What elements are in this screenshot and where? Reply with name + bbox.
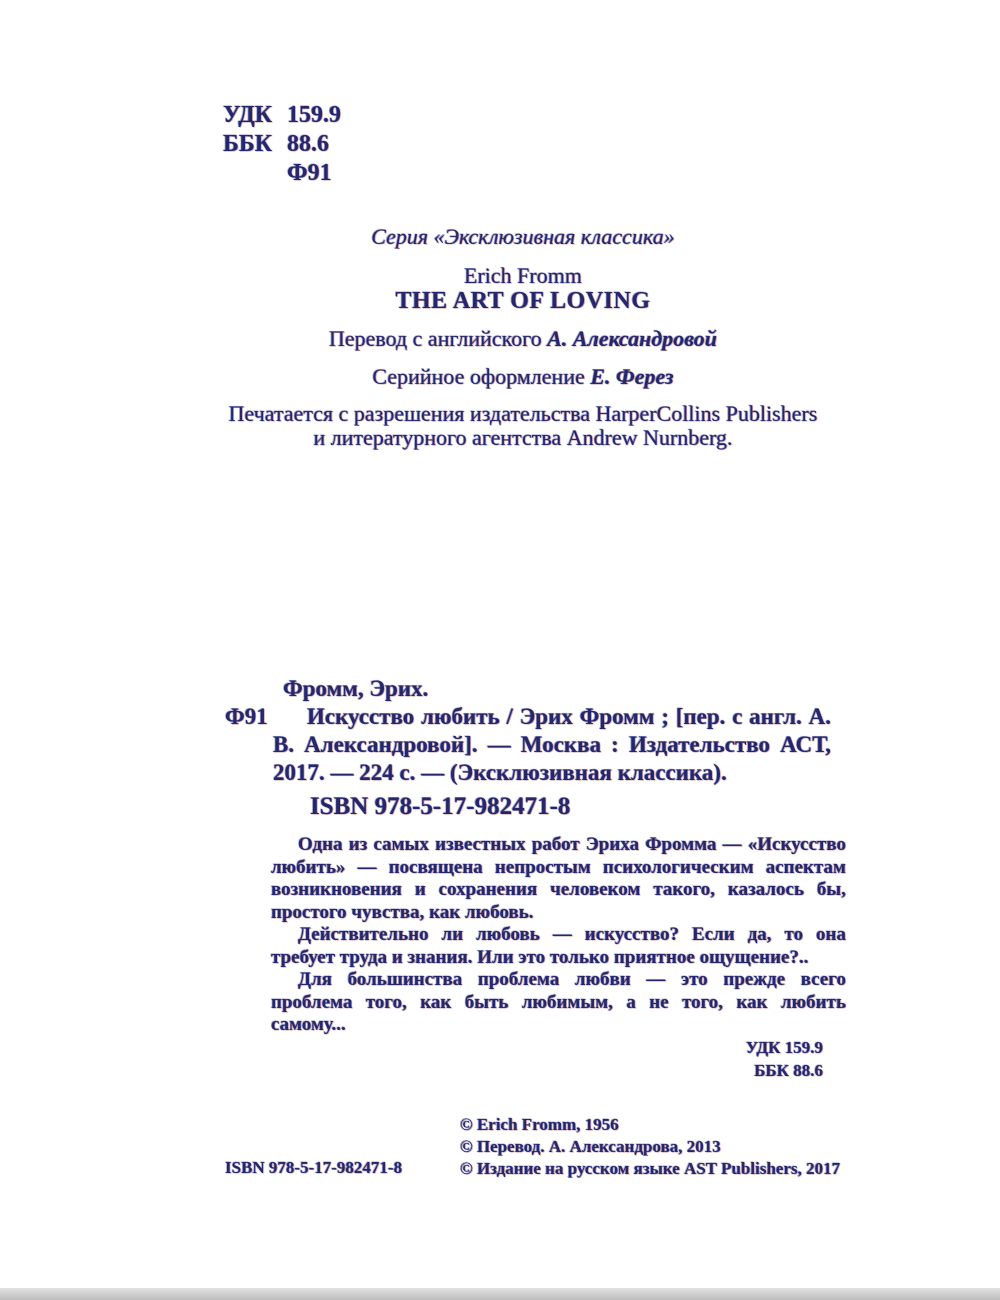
designer-name: Е. Ферез [590, 364, 674, 389]
udk-label: УДК [223, 102, 273, 128]
design-credit [46, 364, 1000, 390]
bbk-row [223, 130, 341, 159]
original-author: Erich Fromm [464, 263, 582, 288]
permission-notice [46, 402, 1000, 450]
copyright-line-original: © Erich Fromm, 1956 [460, 1115, 619, 1134]
copyright-block [460, 1114, 840, 1180]
catalog-description: Искусство любить / Эрих Фромм ; [пер. с англ. А. В. Александровой]. — Москва : Издательство АСТ, 2017. — 224 с. — (Эксклюзивная классика). [273, 704, 831, 785]
translator-name: А. Александровой [547, 326, 718, 351]
annotation-paragraph-1: Одна из самых известных работ Эриха Фромма — «Искусство любить» — посвящена непростым психологическим аспектам возникновения и сохранения человеком такого, казалось бы, простого чувства, как любовь. [271, 834, 846, 923]
udk-footer: УДК 159.9 [745, 1038, 823, 1057]
catalog-author-heading: Фромм, Эрих. [283, 676, 429, 701]
design-prefix: Серийное оформление [372, 364, 591, 389]
isbn-line: ISBN 978-5-17-982471-8 [310, 793, 571, 820]
author-sign-row [223, 159, 341, 188]
copyright-line-edition: © Издание на русском языке AST Publishers, 2017 [460, 1159, 841, 1178]
classification-footer-block [746, 1036, 823, 1082]
bbk-label: ББК [223, 131, 273, 157]
bbk-footer: ББК 88.6 [754, 1061, 823, 1080]
udk-row [223, 101, 341, 130]
catalog-author-sign: Ф91 [225, 704, 268, 729]
isbn-footer: ISBN 978-5-17-982471-8 [225, 1158, 403, 1177]
classification-top-block [223, 101, 341, 188]
copyright-line-translation: © Перевод. А. Александрова, 2013 [460, 1137, 721, 1156]
permission-text: Печатается с разрешения издательства HarperCollins Publishers и литературного агентства Andrew Nurnberg. [228, 401, 818, 450]
annotation-paragraph-3: Для большинства проблема любви — это прежде всего проблема того, как быть любимым, а не того, как любить самому... [271, 969, 846, 1035]
translation-credit [46, 326, 1000, 352]
series-line: Серия «Эксклюзивная классика» [371, 224, 675, 249]
original-title: THE ART OF LOVING [395, 288, 651, 314]
annotation-paragraph-2: Действительно ли любовь — искусство? Если да, то она требует труда и знания. Или это только приятное ощущение?.. [271, 924, 846, 968]
scan-edge-artifact [0, 1288, 1000, 1300]
author-sign: Ф91 [287, 160, 332, 186]
annotation-block [271, 834, 846, 1037]
catalog-description-block [273, 703, 831, 787]
bbk-value: 88.6 [287, 131, 329, 157]
translation-prefix: Перевод с английского [328, 326, 548, 351]
udk-value: 159.9 [287, 102, 341, 128]
